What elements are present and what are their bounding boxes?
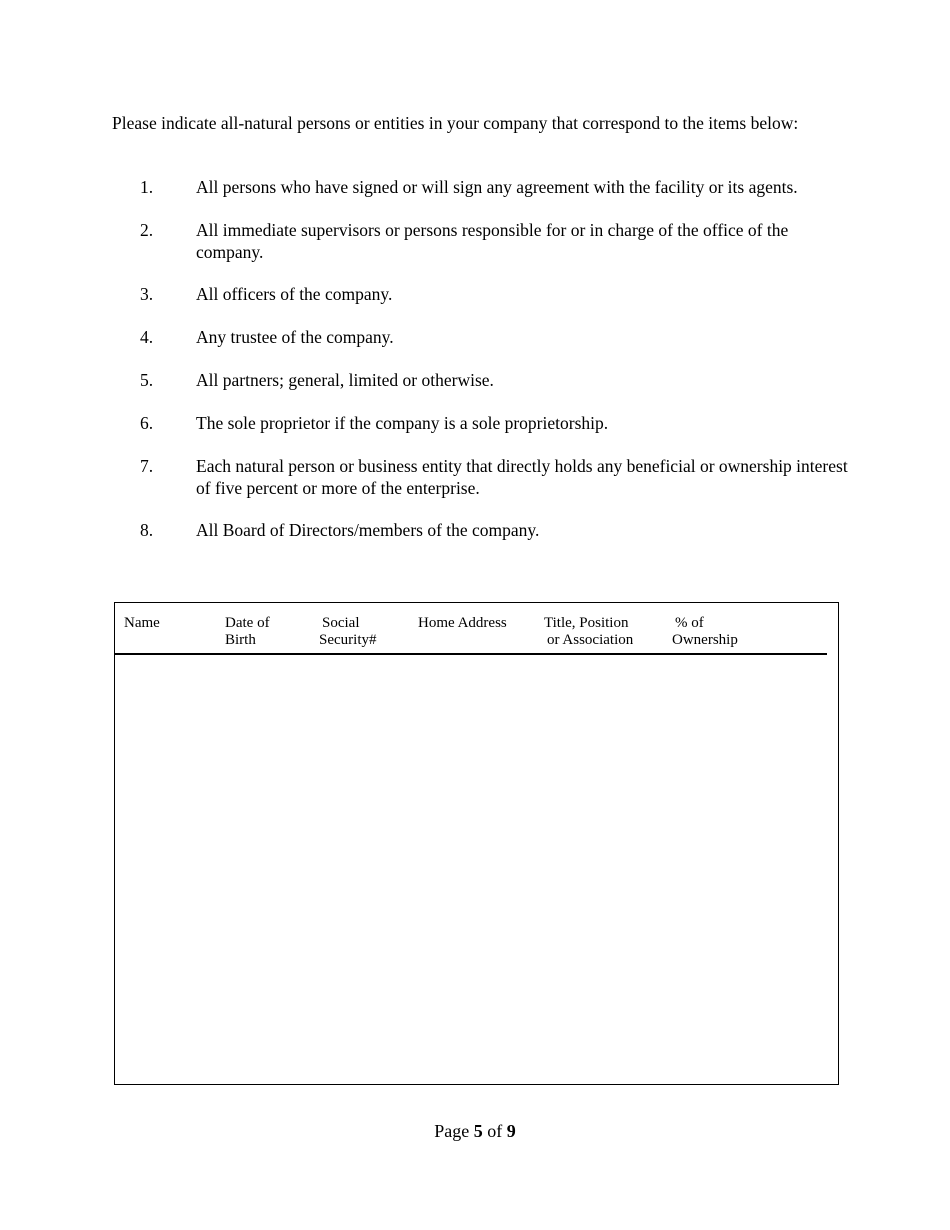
list-item-number: 1.: [140, 177, 154, 197]
of-word: of: [487, 1121, 503, 1141]
list-item-text: Each natural person or business entity that directly holds any beneficial or ownership interest of five percent or more of the enterprise.: [196, 456, 848, 498]
column-header-line1: Name: [124, 615, 160, 631]
list-item-number: 2.: [140, 220, 154, 240]
ownership-table: [114, 602, 839, 1085]
column-header-line2: Security#: [319, 632, 377, 648]
column-header-line2: Ownership: [672, 632, 738, 648]
total-page-number: 9: [506, 1121, 516, 1141]
list-item-number: 4.: [140, 327, 154, 347]
column-header-name: [124, 615, 160, 632]
list-item-text: Any trustee of the company.: [196, 327, 394, 347]
list-item-number: 8.: [140, 520, 154, 540]
column-header-line2: or Association: [547, 632, 634, 648]
page-word: Page: [434, 1121, 470, 1141]
list-item-number: 7.: [140, 456, 154, 476]
column-header-ownership: [672, 615, 738, 649]
column-header-line2: Birth: [225, 632, 256, 648]
column-header-home-address: [418, 615, 507, 632]
list-item-number: 3.: [140, 284, 154, 304]
intro-paragraph: Please indicate all-natural persons or entities in your company that correspond to the items below:: [112, 113, 799, 133]
column-header-date-of-birth: [225, 615, 270, 649]
list-item-text: All persons who have signed or will sign any agreement with the facility or its agents.: [196, 177, 798, 197]
column-header-line1: Social: [322, 615, 360, 631]
current-page-number: 5: [473, 1121, 483, 1141]
list-item-text: All immediate supervisors or persons responsible for or in charge of the office of the company.: [196, 220, 789, 262]
column-header-social-security: [319, 615, 377, 649]
list-item-text: All Board of Directors/members of the company.: [196, 520, 540, 540]
list-item-number: 6.: [140, 413, 154, 433]
column-header-line1: Home Address: [418, 615, 507, 631]
list-item-text: All partners; general, limited or otherwise.: [196, 370, 494, 390]
list-item-text: The sole proprietor if the company is a sole proprietorship.: [196, 413, 609, 433]
list-item-text: All officers of the company.: [196, 284, 393, 304]
list-item-number: 5.: [140, 370, 154, 390]
header-divider: [115, 653, 827, 655]
column-header-line1: Date of: [225, 615, 270, 631]
column-header-line1: % of: [675, 615, 704, 631]
page-footer: [0, 1121, 950, 1142]
column-header-line1: Title, Position: [544, 615, 629, 631]
column-header-title-position: [544, 615, 633, 649]
